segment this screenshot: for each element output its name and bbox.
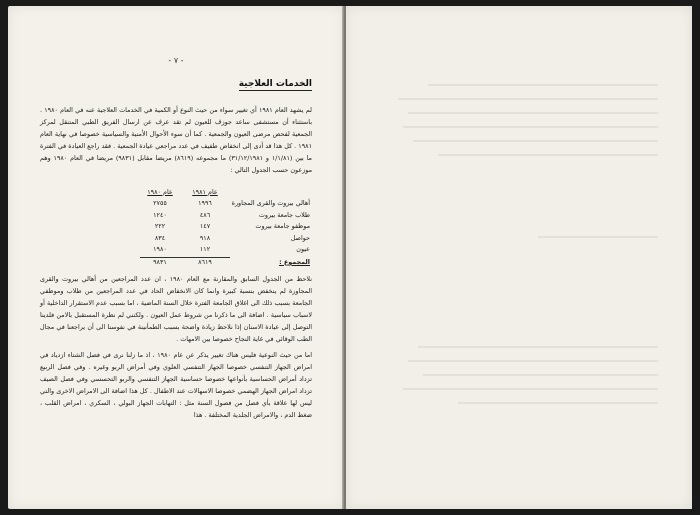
- show-through-line: [423, 374, 658, 376]
- patient-stats-table: [98, 186, 310, 268]
- row-label: طلاب جامعة بيروت: [258, 210, 310, 219]
- row-label: عيون: [296, 245, 310, 254]
- table-row: [98, 221, 310, 233]
- row-label: حواصل: [290, 233, 310, 242]
- stats-total-row: [98, 256, 310, 268]
- show-through-line: [413, 140, 658, 142]
- show-through-line: [403, 388, 658, 390]
- row-value-1981: ٩١٨: [199, 233, 211, 242]
- row-value-1981: ١١٢: [199, 245, 211, 254]
- show-through-line: [408, 112, 658, 114]
- show-through-line: [408, 360, 658, 362]
- show-through-line: [438, 154, 658, 156]
- show-through-line: [398, 98, 658, 100]
- row-value-1980: ٨٣٤: [154, 233, 166, 242]
- show-through-line: [458, 402, 658, 404]
- seasonal-paragraph: اما من حيث النوعية فليس هناك تغيير يذكر عن عام ١٩٨٠ ، اذ ما زلنا نرى في فصل الشتاء ازدياد في امراض الجهاز التنفسي خصوصا الجهاز التنفسي العلوي وفي أمراض الربو وغيره . وفي فصل الربيع تزداد أمراض الحساسية بأنواعها خصوصا حساسية الجهاز التنفسي والربو التحسسي وفي فصل الصيف تزداد امراض الجهاز الهضمي خصوصا الاسهالات عند الاطفال . كل هذا اضافة الى الامراض الاخرى والتي ليس لها علاقة بأي فصل من فصول السنة مثل : التهابات الجهاز البولي ، السكري ، امراض القلب ، ضغط الدم ، والامراض الجلدية المختلفة . هذا: [40, 351, 312, 419]
- row-value-1980: ٢٢٢: [154, 222, 166, 231]
- section-title: الخدمات العلاجية: [238, 79, 312, 89]
- show-through-line: [403, 126, 658, 128]
- total-1981: ٨٦١٩: [180, 257, 230, 266]
- intro-paragraph: لم يشهد العام ١٩٨١ أي تغيير سواء من حيث النوع أو الكمية في الخدمات العلاجية عنه في العام ١٩٨٠ . باستثناء أن مستشفى ساعد جوزف للعيون لم تقد عرف عن ارسال الفريق الطبي المتنقل لمركز الجمعية لفحص مرضى العيون والجمعية . كما أن سوء الأحوال الأمنية والسياسية خصوصا في نهاية العام ١٩٨١ . كل هذا قد أدى إلى انخفاض طفيف في عدد مراجعي عيادة الجمعية . فقد راجع العيادة في الفترة ما بين (١/١/٨١ و ٣١/١٢/١٩٨١) ما مجموعه (٨٦١٩) مريضا مقابل (٩٨٣١) مريضا في العام ١٩٨٠ وهم موزعون حسب الجدول التالي :: [40, 106, 312, 174]
- total-label: المجموع :: [279, 257, 310, 266]
- right-page-blank: [346, 6, 692, 509]
- stats-header: [98, 186, 310, 198]
- row-value-1981: ١٩٩٦: [198, 199, 212, 208]
- total-1980: ٩٨٣١: [140, 257, 180, 266]
- row-value-1980: ١٢٤٠: [153, 210, 167, 219]
- row-label: أهالي بيروت والقرى المجاورة: [231, 199, 310, 208]
- table-row: [98, 209, 310, 221]
- row-value-1980: ١٩٨٠: [153, 245, 167, 254]
- row-label: موظفو جامعة بيروت: [255, 222, 310, 231]
- stats-header-1980: عام ١٩٨٠: [147, 187, 173, 196]
- stats-header-1981: عام ١٩٨١: [192, 187, 218, 196]
- row-value-1980: ٢٧٥٥: [153, 199, 167, 208]
- analysis-paragraph: نلاحظ من الجدول السابق والمقارنة مع العام ١٩٨٠ ، ان عدد المراجعين من أهالي بيروت والقرى المجاورة لم ينخفض بنسبة كبيرة وانما كان الانخفاض الحاد في عدد المراجعين من طلاب وموظفي الجامعة بسبب ذلك الى اغلاق الجامعة الفترة خلال السنة الماضية ، اما بسبب عدم الاستقرار الداخلية أو لاسباب سياسية . اضافة الى ما ذكرنا من شروط عمل العيون . ولكنني لم نظرة المستقبل بالامن فلدينا التوصل إلى عيادة الاسنان إذا نلاحظ زيادة واضحة بسبب الطمأنينة في نفوسنا الى أن يراجعنا في مجال الطب الوقائي في غاية النجاح خصوصا بين الامهات .: [40, 275, 312, 343]
- row-value-1981: ١٤٧: [199, 222, 211, 231]
- table-row: [98, 244, 310, 256]
- show-through-line: [418, 346, 658, 348]
- show-through-line: [538, 236, 658, 238]
- table-row: [98, 198, 310, 210]
- table-row: [98, 232, 310, 244]
- left-page: [8, 6, 344, 509]
- row-value-1981: ٤٨٦: [199, 210, 211, 219]
- show-through-line: [428, 84, 658, 86]
- page-number: - ٧ -: [168, 56, 184, 65]
